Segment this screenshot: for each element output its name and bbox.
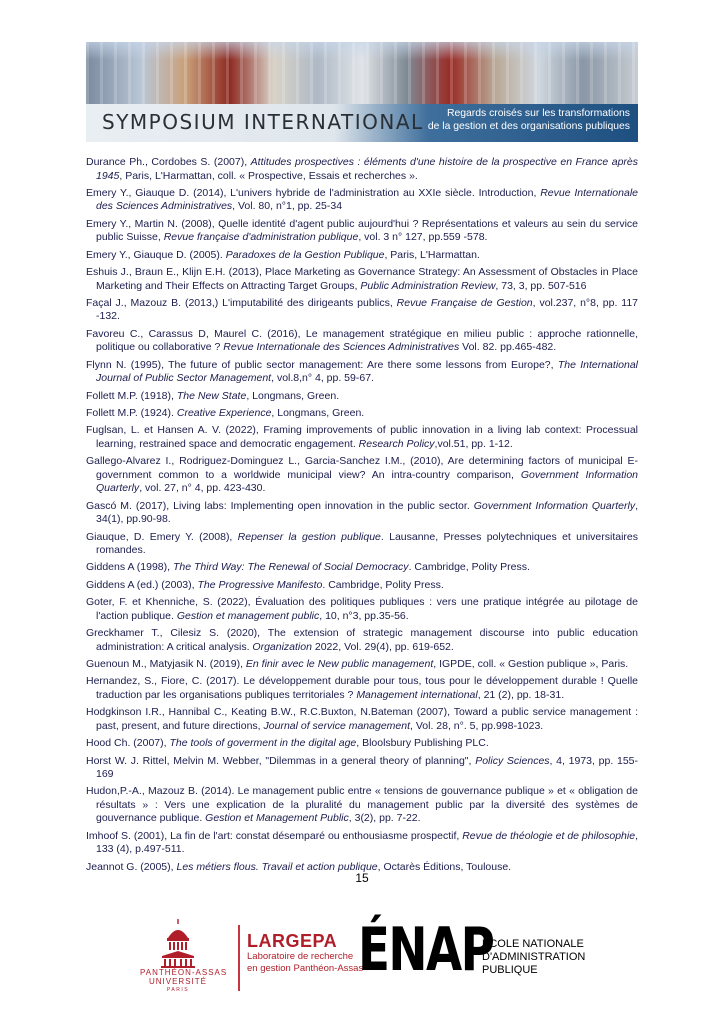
reference-text: Emery Y., Giauque D. (2005).	[86, 248, 226, 261]
tagline-line2: de la gestion et des organisations publiques	[427, 120, 630, 132]
reference-details: , vol. 3 n° 127, pp.559 -578.	[358, 231, 488, 244]
reference-title: Research Policy	[358, 437, 435, 450]
symposium-title: SYMPOSIUM INTERNATIONAL	[102, 110, 424, 134]
reference-title: Gestion et Management Public	[205, 812, 349, 825]
reference-list	[86, 156, 638, 878]
reference-entry	[86, 531, 638, 558]
reference-details: , Octarès Éditions, Toulouse.	[377, 860, 512, 873]
reference-details: . Cambridge, Polity Press.	[322, 578, 444, 591]
reference-text: Follett M.P. (1918),	[86, 389, 177, 402]
reference-text: Durance Ph., Cordobes S. (2007),	[86, 156, 251, 168]
reference-entry	[86, 561, 638, 575]
reference-details: . Lausanne, Presses polytechniques et universitaires romandes.	[96, 530, 638, 557]
reference-entry	[86, 297, 638, 324]
largepa-line2: en gestion Panthéon-Assas	[247, 963, 364, 974]
paris-label: PARIS	[166, 987, 190, 993]
reference-entry	[86, 407, 638, 421]
reference-details: , 34(1), pp.90-98.	[96, 499, 638, 526]
reference-entry	[86, 359, 638, 386]
reference-text: Hernandez, S., Fiore, C. (2017). Le développement durable pour tous, tous pour le développement durable ! Quelle traduction par les organisations publiques territoriales ?	[86, 675, 638, 701]
reference-entry	[86, 706, 638, 733]
reference-title: En finir avec le New public management	[245, 658, 434, 671]
reference-title: Revue Française de Gestion	[396, 296, 533, 309]
reference-text: Flynn N. (1995), The future of public sector management: Are there some lessons from Europe?,	[86, 358, 558, 371]
reference-title: The Third Way: The Renewal of Social Democracy	[172, 561, 409, 574]
reference-details: , vol.237, n°8, pp. 117 -132.	[96, 296, 638, 323]
enap-line3: PUBLIQUE	[482, 964, 538, 976]
reference-title: The Progressive Manifesto	[197, 578, 323, 591]
reference-title: Organization	[252, 640, 312, 653]
reference-title: Management international	[356, 688, 478, 701]
footer-logos	[0, 905, 724, 1015]
reference-details: , Longmans, Green.	[246, 389, 340, 402]
logo-divider	[238, 925, 240, 991]
reference-entry	[86, 579, 638, 593]
reference-text: Giddens A (ed.) (2003),	[86, 578, 198, 591]
reference-details: , IGPDE, coll. « Gestion publique », Paris.	[433, 658, 629, 671]
pantheon-assas-name: PANTHÉON-ASSAS	[140, 968, 228, 977]
reference-title: Revue française d'administration publique	[163, 231, 359, 244]
reference-text: Guenoun M., Matyjasik N. (2019),	[86, 658, 246, 671]
reference-text: Eshuis J., Braun E., Klijn E.H. (2013), Place Marketing as Governance Strategy: An Assessment of Obstacles in Place Marketing and Their Effects on Attracting Target Groups,	[86, 266, 638, 292]
enap-logo: ÉNAP	[358, 915, 494, 985]
pantheon-dome-icon	[158, 918, 198, 968]
reference-text: Hudon,P.-A., Mazouz B. (2014). Le management public entre « tensions de gouvernance publique » et « obligation de résultats » : Vers une explication de la pluralité du management public par la diversité des systèmes de gouvernance publique.	[86, 785, 638, 825]
reference-entry	[86, 187, 638, 214]
largepa-line1: Laboratoire de recherche	[247, 951, 354, 962]
reference-entry	[86, 785, 638, 826]
pantheon-assas-logo	[140, 918, 228, 1003]
reference-title: Revue Internationale des Sciences Administratives	[96, 186, 639, 213]
reference-title: Revue de théologie et de philosophie	[462, 829, 636, 842]
reference-entry	[86, 737, 638, 751]
reference-title: Revue Internationale des Sciences Administratives	[223, 341, 460, 354]
reference-details: . Cambridge, Polity Press.	[408, 561, 530, 574]
reference-text: Giddens A (1998),	[86, 561, 173, 574]
largepa-title: LARGEPA	[247, 931, 338, 951]
reference-text: Follett M.P. (1924).	[86, 407, 177, 420]
reference-details: Vol. 82. pp.465-482.	[459, 341, 557, 354]
reference-entry	[86, 500, 638, 527]
reference-title: Creative Experience	[176, 407, 272, 420]
reference-text: Favoreu C., Carassus D, Maurel C. (2016), Le management stratégique en milieu public : approche rationnelle, politique ou collaborative ?	[86, 327, 638, 354]
reference-details: , 21 (2), pp. 18-31.	[477, 688, 565, 701]
enap-line1: ÉCOLE NATIONALE	[482, 938, 584, 950]
reference-entry	[86, 156, 638, 183]
reference-details: , 10, n°3, pp.35-56.	[319, 609, 409, 622]
reference-details: , Paris, L'Harmattan.	[384, 248, 480, 261]
reference-details: , vol. 27, n° 4, pp. 423-430.	[139, 482, 266, 495]
reference-entry	[86, 455, 638, 496]
reference-details: , Longmans, Green.	[271, 407, 365, 420]
reference-title: Government Information Quarterly	[473, 499, 636, 512]
reference-entry	[86, 249, 638, 263]
reference-details: ,vol.51, pp. 1-12.	[434, 437, 513, 450]
reference-title: Policy Sciences	[475, 754, 550, 767]
reference-entry	[86, 627, 638, 654]
reference-details: , Paris, L'Harmattan, coll. « Prospective, Essais et recherches ».	[119, 169, 418, 182]
banner-photo-collage	[86, 42, 638, 104]
enap-line2: D'ADMINISTRATION	[482, 951, 586, 963]
reference-text: Gascó M. (2017), Living labs: Implementing open innovation in the public sector.	[86, 499, 474, 512]
reference-entry	[86, 830, 638, 857]
reference-details: , Bloolsbury Publishing PLC.	[356, 737, 489, 750]
banner-title-strip	[86, 104, 638, 142]
reference-title: Les métiers flous. Travail et action publique	[176, 860, 378, 873]
reference-text: Fuglsan, L. et Hansen A. V. (2022), Framing improvements of public innovation in a living lab context: Processual learning, restrained space and democratic engagement.	[86, 424, 638, 450]
reference-title: Journal of service management	[263, 719, 411, 732]
reference-text: Façal J., Mazouz B. (2013,) L'imputabilité des dirigeants publics,	[86, 296, 397, 309]
symposium-tagline	[428, 108, 630, 133]
reference-entry	[86, 658, 638, 672]
enap-fullname	[482, 938, 585, 977]
reference-title: Repenser la gestion publique	[237, 530, 381, 543]
header-banner	[86, 42, 638, 142]
reference-details: , 73, 3, pp. 507-516	[495, 279, 587, 292]
reference-text: Emery Y., Giauque D. (2014), L'univers hybride de l'administration au XXIe siècle. Introduction,	[86, 186, 541, 199]
reference-text: Emery Y., Martin N. (2008), Quelle identité d'agent public aujourd'hui ? Représentations et valeurs au sein du service public Suisse,	[86, 217, 638, 244]
reference-text: Greckhamer T., Cilesiz S. (2020), The extension of strategic management discourse into public education administration: A critical analysis.	[86, 627, 638, 653]
reference-title: Gestion et management public	[176, 609, 320, 622]
reference-title: Public Administration Review	[360, 279, 496, 292]
reference-entry	[86, 218, 638, 245]
reference-entry	[86, 596, 638, 623]
reference-details: 2022, Vol. 29(4), pp. 619-652.	[311, 640, 454, 653]
reference-text: Goter, F. et Khenniche, S. (2022), Évaluation des politiques publiques : vers une pratique intégrée au pilotage de l'action publique.	[86, 596, 638, 622]
reference-text: Jeannot G. (2005),	[86, 860, 177, 873]
reference-text: Hodgkinson I.R., Hannibal C., Keating B.W., R.C.Buxton, N.Bateman (2007), Toward a public service management : past, present, and future directions,	[86, 706, 638, 732]
reference-details: , 4, 1973, pp. 155-169	[96, 754, 639, 781]
reference-details: , Vol. 28, n°. 5, pp.998-1023.	[410, 719, 544, 732]
reference-details: , vol.8,n° 4, pp. 59-67.	[271, 372, 374, 385]
page-number: 15	[355, 871, 369, 885]
reference-text: Hood Ch. (2007),	[86, 737, 170, 750]
reference-entry	[86, 755, 638, 782]
reference-text: Gallego-Alvarez I., Rodriguez-Dominguez L., Garcia-Sanchez I.M., (2010), Are determining factors of municipal E-government common to a worldwide municipal view? An intra-country comparison,	[86, 455, 638, 481]
reference-entry	[86, 424, 638, 451]
reference-text: Giauque, D. Emery Y. (2008),	[86, 530, 238, 543]
reference-text: Horst W. J. Rittel, Melvin M. Webber, "Dilemmas in a general theory of planning",	[86, 754, 476, 767]
reference-entry	[86, 266, 638, 293]
largepa-logo	[247, 931, 364, 975]
tagline-line1: Regards croisés sur les transformations	[446, 108, 630, 119]
reference-details: , Vol. 80, n°1, pp. 25-34	[232, 200, 343, 213]
reference-title: The New State	[176, 389, 247, 402]
reference-title: The tools of goverment in the digital age	[169, 737, 357, 750]
reference-entry	[86, 328, 638, 355]
reference-title: Attitudes prospectives : éléments d'une histoire de la prospective en France après 1945	[96, 156, 639, 182]
reference-details: , 3(2), pp. 7-22.	[348, 812, 421, 825]
reference-title: Paradoxes de la Gestion Publique	[225, 248, 385, 261]
reference-details: , 133 (4), p.497-511.	[96, 829, 638, 856]
reference-entry	[86, 675, 638, 702]
reference-title: Government Information Quarterly	[96, 468, 638, 495]
universite-label: UNIVERSITÉ	[148, 977, 207, 986]
reference-text: Imhoof S. (2001), La fin de l'art: constat désemparé ou enthousiasme prospectif,	[86, 829, 463, 842]
reference-title: The International Journal of Public Sector Management	[96, 358, 638, 385]
reference-entry	[86, 390, 638, 404]
